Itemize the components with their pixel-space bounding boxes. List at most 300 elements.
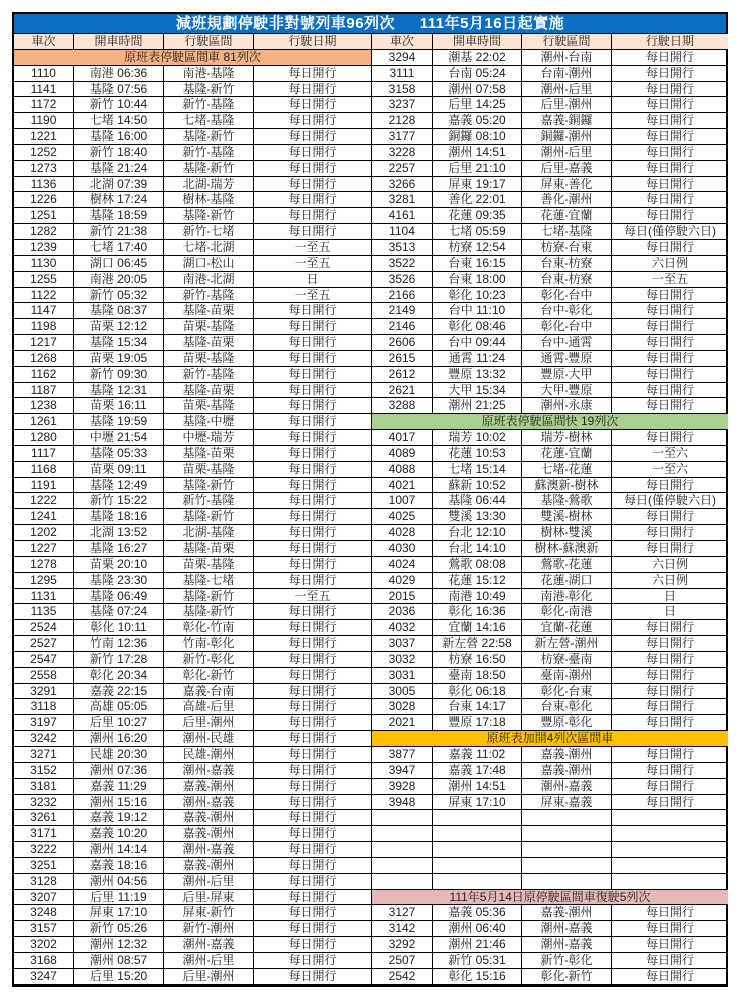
right-train-number: 4088: [372, 462, 433, 478]
right-operating-days: 每日開行: [612, 652, 728, 668]
left-departure: 苗栗 16:11: [74, 398, 164, 414]
left-departure: 基隆 12:31: [74, 383, 164, 399]
right-train-number: 3522: [372, 256, 433, 272]
right-operating-days: [612, 874, 728, 890]
left-departure: 基隆 08:37: [74, 303, 164, 319]
left-route: 苗栗-基隆: [164, 398, 254, 414]
right-route: 台東-枋寮: [522, 272, 612, 288]
left-departure: 基隆 21:24: [74, 161, 164, 177]
right-departure: 鶯歌 08:08: [433, 557, 522, 573]
left-route: 基隆-新竹: [164, 509, 254, 525]
right-route: 基隆-鶯歌: [522, 493, 612, 509]
left-departure: 彰化 20:34: [74, 668, 164, 684]
left-train-number: 3128: [14, 874, 74, 890]
right-departure: 后里 21:10: [433, 161, 522, 177]
right-operating-days: 每日開行: [612, 208, 728, 224]
left-route: 基隆-中壢: [164, 414, 254, 430]
right-route: 彰化-新竹: [522, 969, 612, 985]
header-departure: 開車時間: [74, 34, 164, 50]
right-operating-days: 每日開行: [612, 335, 728, 351]
right-departure: 台東 16:15: [433, 256, 522, 272]
right-train-number: 1007: [372, 493, 433, 509]
left-operating-days: 每日開行: [254, 161, 372, 177]
left-route: 苗栗-基隆: [164, 351, 254, 367]
left-route: 新竹-潮州: [164, 921, 254, 937]
right-route: 潮州-嘉義: [522, 779, 612, 795]
right-train-number: 3127: [372, 905, 433, 921]
right-train-number: 4089: [372, 446, 433, 462]
right-route: 通霄-豐原: [522, 351, 612, 367]
right-operating-days: 每日開行: [612, 905, 728, 921]
left-departure: 嘉義 18:16: [74, 858, 164, 874]
right-operating-days: 一至五: [612, 272, 728, 288]
left-train-number: 3222: [14, 842, 74, 858]
left-operating-days: 每日開行: [254, 303, 372, 319]
section-label: 111年5月14日原停駛區間車復駛5列次: [372, 890, 728, 906]
left-departure: 七堵 14:50: [74, 113, 164, 129]
right-operating-days: [612, 858, 728, 874]
left-route: 屏東-新竹: [164, 905, 254, 921]
table-title: [14, 14, 726, 34]
right-departure: 彰化 06:18: [433, 684, 522, 700]
left-operating-days: 每日開行: [254, 145, 372, 161]
right-train-number: [372, 810, 433, 826]
left-operating-days: 每日開行: [254, 430, 372, 446]
left-train-number: 1172: [14, 97, 74, 113]
left-route: 南港-基隆: [164, 66, 254, 82]
left-operating-days: 每日開行: [254, 652, 372, 668]
right-route: 枋寮-台東: [522, 240, 612, 256]
right-departure: 屏東 19:17: [433, 177, 522, 193]
left-operating-days: 每日開行: [254, 66, 372, 82]
section-label-suspended-local: 原班表停駛區間車 81列次: [14, 50, 372, 66]
right-route: 嘉義-潮州: [522, 905, 612, 921]
right-train-number: 3877: [372, 747, 433, 763]
left-route: 潮州-嘉義: [164, 842, 254, 858]
right-departure: 台中 11:10: [433, 303, 522, 319]
right-operating-days: 每日開行: [612, 50, 728, 66]
right-operating-days: 每日開行: [612, 541, 728, 557]
right-train-number: 2542: [372, 969, 433, 985]
left-route: 嘉義-潮州: [164, 826, 254, 842]
right-departure: [433, 826, 522, 842]
left-train-number: 1280: [14, 430, 74, 446]
left-operating-days: 每日開行: [254, 541, 372, 557]
right-train-number: 4025: [372, 509, 433, 525]
right-train-number: 2146: [372, 319, 433, 335]
left-departure: 樹林 17:24: [74, 192, 164, 208]
right-departure: 嘉義 05:20: [433, 113, 522, 129]
right-route: 后里-潮州: [522, 97, 612, 113]
right-train-number: 3142: [372, 921, 433, 937]
right-route: 台中-彰化: [522, 303, 612, 319]
left-train-number: 1190: [14, 113, 74, 129]
left-departure: 竹南 12:36: [74, 636, 164, 652]
title-date: 111年5月16日起實施: [419, 15, 565, 32]
left-route: 南港-北湖: [164, 272, 254, 288]
left-train-number: 1168: [14, 462, 74, 478]
left-train-number: 1295: [14, 573, 74, 589]
right-departure: 豐原 17:18: [433, 715, 522, 731]
left-train-number: 3247: [14, 969, 74, 985]
right-route: 七堵-花蓮: [522, 462, 612, 478]
left-train-number: 1227: [14, 541, 74, 557]
left-train-number: 2558: [14, 668, 74, 684]
header-route: 行駛區間: [522, 34, 612, 50]
right-train-number: 3032: [372, 652, 433, 668]
right-route: 瑞芳-樹林: [522, 430, 612, 446]
left-route: 彰化-新竹: [164, 668, 254, 684]
right-train-number: 2621: [372, 383, 433, 399]
left-train-number: 1226: [14, 192, 74, 208]
right-route: 枋寮-臺南: [522, 652, 612, 668]
left-operating-days: 每日開行: [254, 493, 372, 509]
left-route: 苗栗-基隆: [164, 462, 254, 478]
right-departure: 潮州 14:51: [433, 779, 522, 795]
left-route: 新竹-七堵: [164, 224, 254, 240]
left-route: 基隆-苗栗: [164, 383, 254, 399]
right-operating-days: 每日開行: [612, 747, 728, 763]
left-departure: 基隆 12:49: [74, 478, 164, 494]
left-departure: 新竹 09:30: [74, 367, 164, 383]
right-train-number: 2149: [372, 303, 433, 319]
left-operating-days: 每日開行: [254, 921, 372, 937]
left-operating-days: 每日開行: [254, 826, 372, 842]
left-train-number: 1278: [14, 557, 74, 573]
right-route: [522, 842, 612, 858]
right-operating-days: 每日開行: [612, 478, 728, 494]
right-operating-days: 每日開行: [612, 129, 728, 145]
right-route: 花蓮-宜蘭: [522, 446, 612, 462]
right-departure: 善化 22:01: [433, 192, 522, 208]
left-operating-days: 每日開行: [254, 367, 372, 383]
right-train-number: 2128: [372, 113, 433, 129]
right-departure: 台中 09:44: [433, 335, 522, 351]
right-train-number: 3237: [372, 97, 433, 113]
right-departure: 台南 05:24: [433, 66, 522, 82]
right-route: 嘉義-潮州: [522, 747, 612, 763]
left-train-number: 1122: [14, 288, 74, 304]
left-departure: 基隆 18:16: [74, 509, 164, 525]
left-departure: 基隆 23:30: [74, 573, 164, 589]
left-train-number: 1131: [14, 589, 74, 605]
left-train-number: 1191: [14, 478, 74, 494]
right-operating-days: 六日例: [612, 557, 728, 573]
left-route: 基隆-新竹: [164, 161, 254, 177]
left-departure: 新竹 17:28: [74, 652, 164, 668]
left-route: 彰化-竹南: [164, 620, 254, 636]
right-operating-days: [612, 826, 728, 842]
right-route: 花蓮-湖口: [522, 573, 612, 589]
left-train-number: 3118: [14, 699, 74, 715]
left-train-number: 3207: [14, 890, 74, 906]
left-train-number: 2547: [14, 652, 74, 668]
left-train-number: 1136: [14, 177, 74, 193]
right-operating-days: 每日開行: [612, 795, 728, 811]
left-departure: 新竹 05:26: [74, 921, 164, 937]
left-train-number: 3261: [14, 810, 74, 826]
right-train-number: 3111: [372, 66, 433, 82]
right-route: 雙溪-樹林: [522, 509, 612, 525]
left-route: 基隆-新竹: [164, 129, 254, 145]
left-route: 基隆-苗栗: [164, 541, 254, 557]
left-route: 后里-屏東: [164, 890, 254, 906]
right-departure: [433, 874, 522, 890]
left-operating-days: 每日開行: [254, 129, 372, 145]
left-operating-days: 一至五: [254, 589, 372, 605]
left-departure: 苗栗 20:10: [74, 557, 164, 573]
left-train-number: 1273: [14, 161, 74, 177]
right-operating-days: 每日開行: [612, 636, 728, 652]
right-train-number: 2166: [372, 288, 433, 304]
right-departure: 潮州 21:25: [433, 398, 522, 414]
title-main: 減班規劃停駛非對號列車96列次: [175, 15, 396, 32]
right-departure: 潮州 07:58: [433, 82, 522, 98]
left-departure: 北湖 07:39: [74, 177, 164, 193]
left-train-number: 1222: [14, 493, 74, 509]
right-train-number: 4029: [372, 573, 433, 589]
left-route: 北湖-瑞芳: [164, 177, 254, 193]
right-train-number: 3005: [372, 684, 433, 700]
right-operating-days: 每日(僅停駛六日): [612, 224, 728, 240]
left-operating-days: 每日開行: [254, 905, 372, 921]
left-departure: 南港 20:05: [74, 272, 164, 288]
right-departure: 宜蘭 14:16: [433, 620, 522, 636]
left-operating-days: 每日開行: [254, 969, 372, 985]
left-operating-days: 一至五: [254, 288, 372, 304]
left-route: 潮州-后里: [164, 953, 254, 969]
left-operating-days: 每日開行: [254, 795, 372, 811]
right-train-number: 3158: [372, 82, 433, 98]
right-departure: 蘇新 10:52: [433, 478, 522, 494]
left-departure: 嘉義 22:15: [74, 684, 164, 700]
left-departure: 湖口 06:45: [74, 256, 164, 272]
right-operating-days: 日: [612, 589, 728, 605]
right-route: 潮州-后里: [522, 145, 612, 161]
right-departure: [433, 858, 522, 874]
left-route: 苗栗-基隆: [164, 319, 254, 335]
left-route: 新竹-基隆: [164, 493, 254, 509]
section-label: 原班表停駛區間快 19列次: [372, 414, 728, 430]
right-departure: 枋寮 12:54: [433, 240, 522, 256]
right-route: 鶯歌-花蓮: [522, 557, 612, 573]
right-train-number: 2606: [372, 335, 433, 351]
left-operating-days: 每日開行: [254, 573, 372, 589]
right-departure: 彰化 08:46: [433, 319, 522, 335]
left-train-number: 3242: [14, 731, 74, 747]
left-departure: 潮州 08:57: [74, 953, 164, 969]
left-departure: 基隆 05:33: [74, 446, 164, 462]
left-departure: 潮州 15:16: [74, 795, 164, 811]
right-train-number: 2257: [372, 161, 433, 177]
left-operating-days: 每日開行: [254, 192, 372, 208]
right-departure: 台北 12:10: [433, 525, 522, 541]
left-operating-days: 每日開行: [254, 953, 372, 969]
right-departure: 南港 10:49: [433, 589, 522, 605]
left-departure: 新竹 05:32: [74, 288, 164, 304]
header-train-number: 車次: [372, 34, 433, 50]
right-route: 台中-通霄: [522, 335, 612, 351]
right-departure: 瑞芳 10:02: [433, 430, 522, 446]
left-train-number: 1217: [14, 335, 74, 351]
right-route: 屏東-善化: [522, 177, 612, 193]
right-route: 南港-彰化: [522, 589, 612, 605]
left-departure: 基隆 07:56: [74, 82, 164, 98]
left-departure: 屏東 17:10: [74, 905, 164, 921]
left-departure: 苗栗 09:11: [74, 462, 164, 478]
right-operating-days: 每日開行: [612, 367, 728, 383]
left-route: 潮州-嘉義: [164, 763, 254, 779]
right-operating-days: 每日開行: [612, 240, 728, 256]
left-operating-days: 每日開行: [254, 208, 372, 224]
left-operating-days: 每日開行: [254, 319, 372, 335]
left-departure: 后里 15:20: [74, 969, 164, 985]
right-route: 豐原-彰化: [522, 715, 612, 731]
right-train-number: 3928: [372, 779, 433, 795]
left-operating-days: 一至五: [254, 240, 372, 256]
left-train-number: 3202: [14, 937, 74, 953]
left-train-number: 1162: [14, 367, 74, 383]
right-departure: 嘉義 05:36: [433, 905, 522, 921]
right-operating-days: 每日開行: [612, 303, 728, 319]
left-train-number: 1268: [14, 351, 74, 367]
right-route: 台東-彰化: [522, 699, 612, 715]
left-operating-days: 每日開行: [254, 937, 372, 953]
left-train-number: 1117: [14, 446, 74, 462]
right-route: 宜蘭-花蓮: [522, 620, 612, 636]
left-departure: 北湖 13:52: [74, 525, 164, 541]
header-operating-days: 行駛日期: [254, 34, 372, 50]
left-route: 北湖-基隆: [164, 525, 254, 541]
left-operating-days: 每日開行: [254, 478, 372, 494]
right-route: 屏東-嘉義: [522, 795, 612, 811]
right-operating-days: 每日開行: [612, 921, 728, 937]
right-operating-days: [612, 810, 728, 826]
right-operating-days: 每日開行: [612, 351, 728, 367]
left-route: 嘉義-潮州: [164, 858, 254, 874]
right-route: 台南-潮州: [522, 66, 612, 82]
right-departure: 彰化 10:23: [433, 288, 522, 304]
left-route: 新竹-基隆: [164, 367, 254, 383]
right-train-number: 4024: [372, 557, 433, 573]
right-operating-days: 每日開行: [612, 383, 728, 399]
right-train-number: [372, 842, 433, 858]
right-departure: 嘉義 11:02: [433, 747, 522, 763]
right-route: 善化-潮州: [522, 192, 612, 208]
right-operating-days: 每日開行: [612, 319, 728, 335]
left-departure: 中壢 21:54: [74, 430, 164, 446]
left-train-number: 2527: [14, 636, 74, 652]
header-route: 行駛區間: [164, 34, 254, 50]
left-departure: 新竹 10:44: [74, 97, 164, 113]
left-departure: 后里 10:27: [74, 715, 164, 731]
right-operating-days: 每日開行: [612, 779, 728, 795]
right-departure: 通霄 11:24: [433, 351, 522, 367]
right-operating-days: 每日(僅停駛六日): [612, 493, 728, 509]
right-operating-days: 每日開行: [612, 620, 728, 636]
right-train-number: [372, 826, 433, 842]
right-departure: 潮州 06:40: [433, 921, 522, 937]
left-train-number: 1238: [14, 398, 74, 414]
left-operating-days: 每日開行: [254, 747, 372, 763]
right-train-number: 3526: [372, 272, 433, 288]
header-departure: 開車時間: [433, 34, 522, 50]
header-operating-days: 行駛日期: [612, 34, 728, 50]
left-operating-days: 每日開行: [254, 414, 372, 430]
right-route: 豐原-大甲: [522, 367, 612, 383]
right-departure: 潮州 14:51: [433, 145, 522, 161]
right-departure: 銅鑼 08:10: [433, 129, 522, 145]
left-train-number: 3232: [14, 795, 74, 811]
left-operating-days: 每日開行: [254, 335, 372, 351]
right-departure: 大甲 15:34: [433, 383, 522, 399]
left-route: 嘉義-潮州: [164, 810, 254, 826]
right-departure: 基隆 06:44: [433, 493, 522, 509]
left-route: 后里-潮州: [164, 969, 254, 985]
right-route: 花蓮-宜蘭: [522, 208, 612, 224]
right-route: 彰化-台中: [522, 319, 612, 335]
left-operating-days: 每日開行: [254, 97, 372, 113]
right-operating-days: 每日開行: [612, 668, 728, 684]
left-operating-days: 每日開行: [254, 715, 372, 731]
left-route: 后里-潮州: [164, 715, 254, 731]
left-train-number: 1147: [14, 303, 74, 319]
right-operating-days: 每日開行: [612, 97, 728, 113]
left-operating-days: 每日開行: [254, 462, 372, 478]
right-operating-days: 每日開行: [612, 937, 728, 953]
left-departure: 七堵 17:40: [74, 240, 164, 256]
right-train-number: 1104: [372, 224, 433, 240]
right-train-number: 3031: [372, 668, 433, 684]
right-train-number: 3037: [372, 636, 433, 652]
left-operating-days: 一至五: [254, 256, 372, 272]
left-route: 基隆-新竹: [164, 589, 254, 605]
left-departure: 潮州 04:56: [74, 874, 164, 890]
left-departure: 基隆 16:27: [74, 541, 164, 557]
left-route: 嘉義-潮州: [164, 779, 254, 795]
right-route: 銅鑼-潮州: [522, 129, 612, 145]
left-train-number: 1221: [14, 129, 74, 145]
left-train-number: 3248: [14, 905, 74, 921]
left-train-number: 1261: [14, 414, 74, 430]
right-route: 嘉義-潮州: [522, 763, 612, 779]
right-route: 彰化-台中: [522, 288, 612, 304]
left-departure: 潮州 14:14: [74, 842, 164, 858]
right-departure: 台東 14:17: [433, 699, 522, 715]
right-operating-days: 每日開行: [612, 430, 728, 446]
right-train-number: 3228: [372, 145, 433, 161]
right-route: 嘉義-銅鑼: [522, 113, 612, 129]
right-operating-days: 一至六: [612, 462, 728, 478]
right-departure: 花蓮 09:35: [433, 208, 522, 224]
right-operating-days: 每日開行: [612, 509, 728, 525]
left-operating-days: 每日開行: [254, 383, 372, 399]
left-train-number: 1187: [14, 383, 74, 399]
right-route: 新左營-潮州: [522, 636, 612, 652]
right-route: 后里-嘉義: [522, 161, 612, 177]
right-route: 樹林-蘇澳新: [522, 541, 612, 557]
left-train-number: 1251: [14, 208, 74, 224]
right-route: 七堵-基隆: [522, 224, 612, 240]
right-operating-days: 每日開行: [612, 684, 728, 700]
left-operating-days: 每日開行: [254, 224, 372, 240]
right-train-number: 2615: [372, 351, 433, 367]
left-route: 基隆-七堵: [164, 573, 254, 589]
right-operating-days: [612, 842, 728, 858]
left-route: 新竹-基隆: [164, 145, 254, 161]
right-departure: 枋寮 16:50: [433, 652, 522, 668]
left-train-number: 1141: [14, 82, 74, 98]
